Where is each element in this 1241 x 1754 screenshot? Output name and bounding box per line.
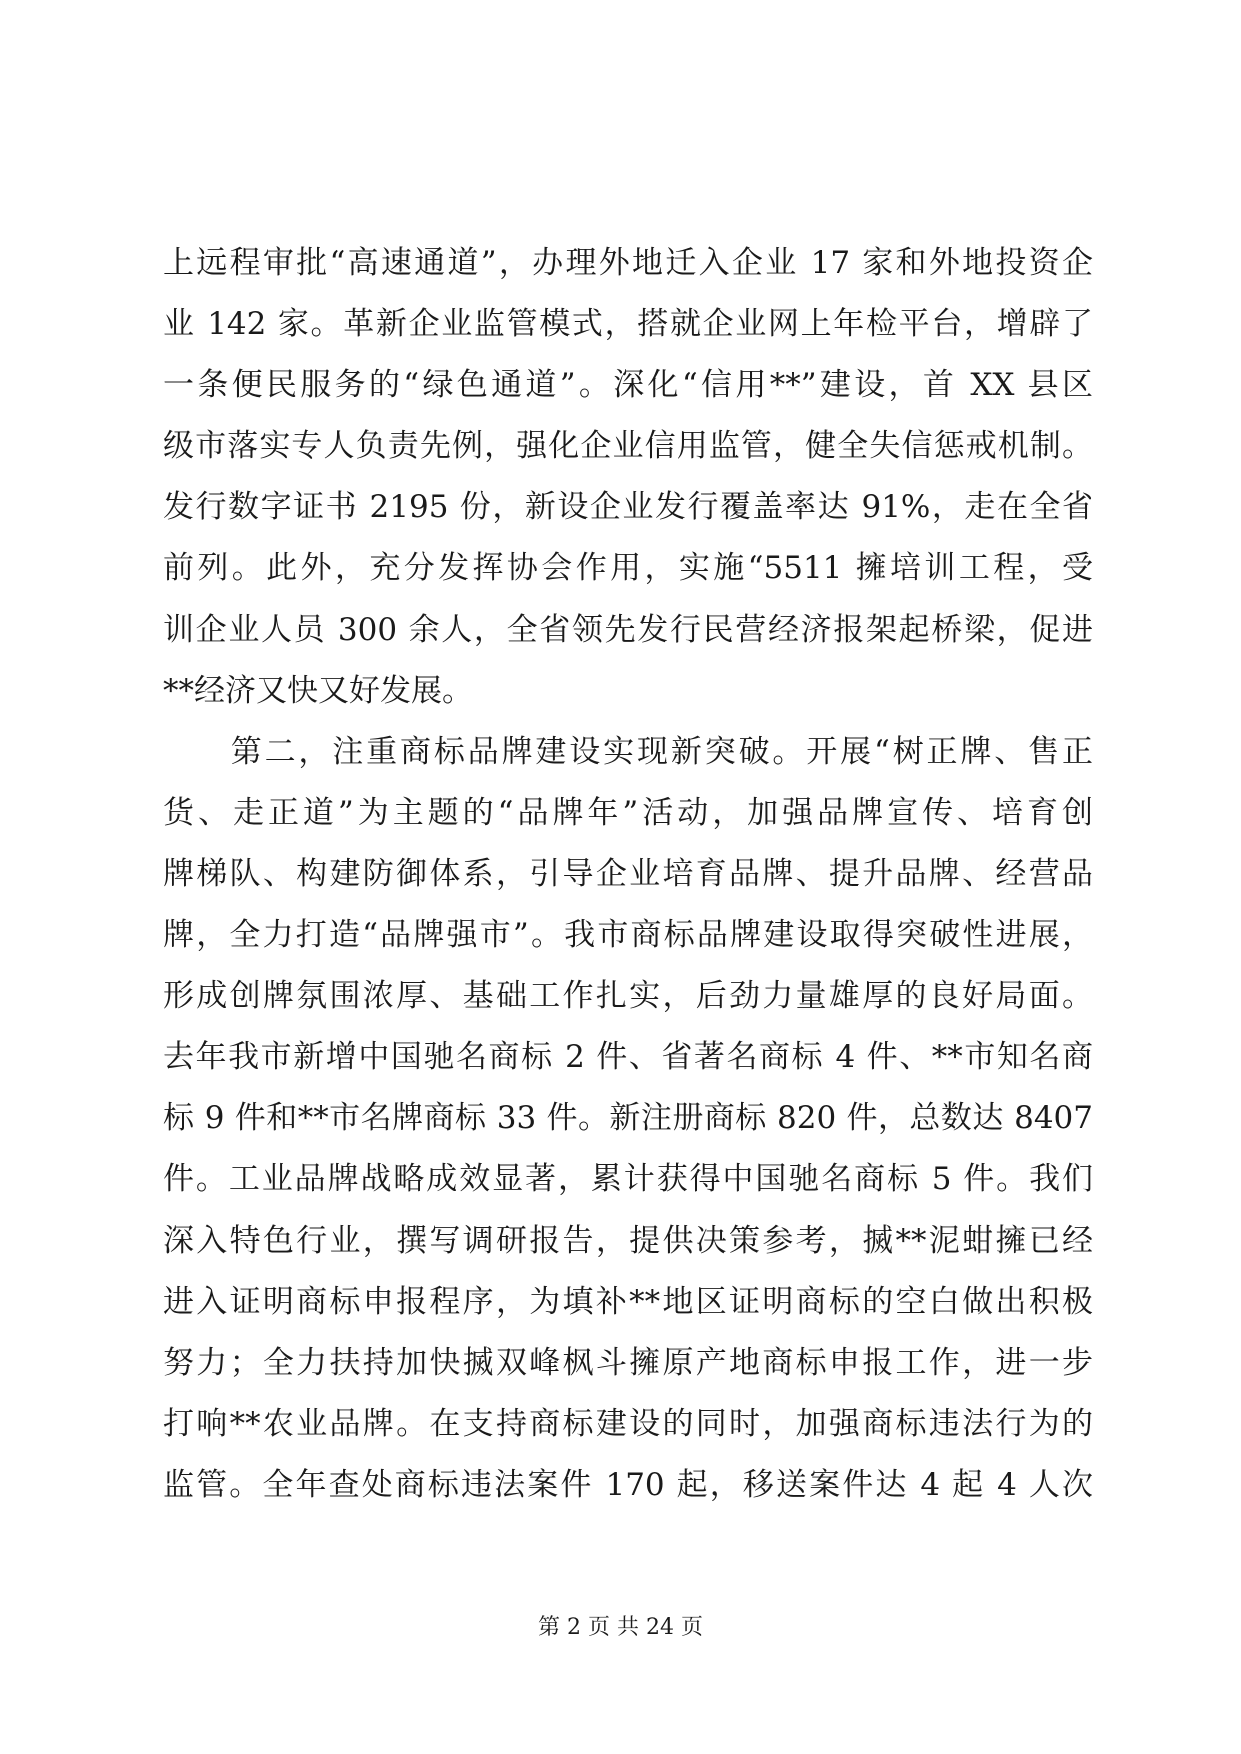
text-line: 件。工业品牌战略成效显著，累计获得中国驰名商标 5 件。我们 bbox=[163, 1161, 1093, 1198]
text-line: 深入特色行业，撰写调研报告，提供决策参考，搣**泥蚶擁已经 bbox=[163, 1222, 1093, 1259]
body-text bbox=[163, 233, 1093, 1516]
text-line: 发行数字证书 2195 份，新设企业发行覆盖率达 91%，走在全省 bbox=[163, 489, 1093, 526]
text-line: 牌，全力打造“品牌强市”。我市商标品牌建设取得突破性进展， bbox=[163, 917, 1093, 954]
text-line: 前列。此外，充分发挥协会作用，实施“5511 擁培训工程，受 bbox=[163, 550, 1093, 587]
text-line: 业 142 家。革新企业监管模式，搭就企业网上年检平台，增辟了 bbox=[163, 306, 1093, 343]
text-line: 训企业人员 300 余人，全省领先发行民营经济报架起桥梁，促进 bbox=[163, 611, 1093, 648]
text-line: 努力；全力扶持加快搣双峰枫斗擁原产地商标申报工作，进一步 bbox=[163, 1344, 1093, 1381]
text-line: 上远程审批“高速通道”，办理外地迁入企业 17 家和外地投资企 bbox=[163, 245, 1093, 281]
text-line: 形成创牌氛围浓厚、基础工作扎实，后劲力量雄厚的良好局面。 bbox=[163, 978, 1093, 1015]
text-line: 一条便民服务的“绿色通道”。深化“信用**”建设，首 XX 县区 bbox=[163, 367, 1093, 404]
text-line: 监管。全年查处商标违法案件 170 起，移送案件达 4 起 4 人次 bbox=[163, 1466, 1093, 1503]
text-line: 货、走正道”为主题的“品牌年”活动，加强品牌宣传、培育创 bbox=[163, 794, 1093, 831]
text-line: 牌梯队、构建防御体系，引导企业培育品牌、提升品牌、经营品 bbox=[163, 855, 1093, 892]
text-line: 去年我市新增中国驰名商标 2 件、省著名商标 4 件、**市知名商 bbox=[163, 1039, 1093, 1076]
text-line: 标 9 件和**市名牌商标 33 件。新注册商标 820 件，总数达 8407 bbox=[163, 1100, 1093, 1137]
text-line: **经济又快又好发展。 bbox=[163, 672, 473, 709]
page-number-footer: 第 2 页 共 24 页 bbox=[538, 1615, 703, 1640]
text-line: 打响**农业品牌。在支持商标建设的同时，加强商标违法行为的 bbox=[163, 1405, 1093, 1442]
text-line: 级市落实专人负责先例，强化企业信用监管，健全失信惩戒机制。 bbox=[163, 428, 1093, 465]
text-line: 第二，注重商标品牌建设实现新突破。开展“树正牌、售正 bbox=[163, 733, 1093, 770]
text-line: 进入证明商标申报程序，为填补**地区证明商标的空白做出积极 bbox=[163, 1283, 1093, 1320]
